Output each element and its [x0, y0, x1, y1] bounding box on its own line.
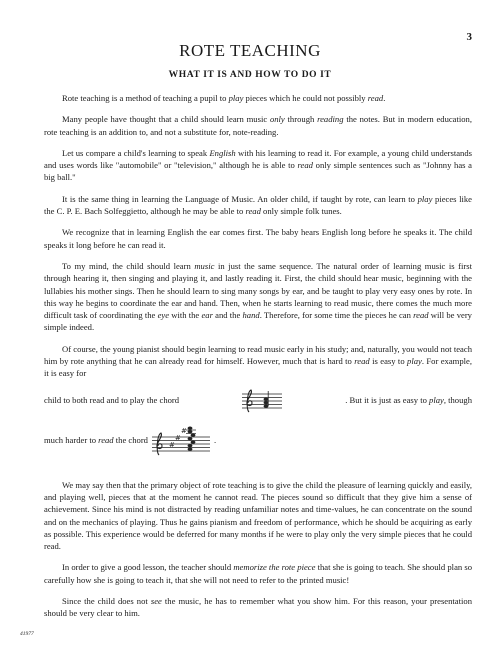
body-text [44, 92, 472, 629]
svg-text:#: # [174, 433, 181, 442]
paragraph-2: Many people have thought that a child should learn music only through reading the notes. But in modern education, rote teaching is an addition to, and not a substitute for, note-reading. [44, 114, 473, 137]
chord-2-text: much harder to read the chord [44, 435, 148, 446]
chord-1-continuation: . But it is just as easy to play, though [345, 395, 472, 406]
paragraph-5: We recognize that in learning English the ear comes first. The baby hears English long before he speaks it. The child speaks it long before he can read it. [44, 227, 472, 250]
paragraph-1: Rote teaching is a method of teaching a pupil to play pieces which he could not possibly read. [62, 93, 386, 103]
chord-1-text: child to both read and to play the chord [44, 395, 180, 406]
complex-chord-notation-icon [152, 425, 210, 457]
page-number: 3 [466, 31, 472, 43]
svg-text:#: # [180, 426, 187, 435]
paragraph-6: To my mind, the child should learn music in just the same sequence. The natural order of learning music is first through hearing it, then singing and playing it, and lastly reading it. First, the child should hear music, beginning with the lullabies his mother sings. Then he should learn to sing many songs by ear, and be taught to play very easy ones by rote. In this way he begins to coordinate the ear and hand. Then, when he starts learning to read music, there comes the much more difficult task of coordinating the eye with the ear and the hand. Therefore, for some time the pieces he can read will be very simple indeed. [44, 260, 472, 333]
footer-catalog-code: 41977 [20, 631, 34, 637]
chord-example-1 [44, 387, 472, 415]
paragraph-3: Let us compare a child's learning to speak English with his learning to read it. For example, a young child understands and uses words like "automobile" or "television," although he is able to read only simple sentences such as "Johnny has a big ball." [44, 147, 473, 183]
paragraph-4: It is the same thing in learning the Language of Music. An older child, if taught by rote, can learn to play pieces like the C. P. E. Bach Solfeggietto, although he may be able to read only simple folk tunes. [44, 193, 472, 217]
paragraph-8: We may say then that the primary object of rote teaching is to give the child the pleasure of learning quickly and easily, and playing well, pieces that at the moment he cannot read. The pieces sound so difficult that they give him a sense of achievement. Since his mind is not distracted by reading unfamiliar notes and time-values, he can concentrate on the sound and on the mechanics of playing. Thus he gains pianism and freedom of performance, which he should be acquiring as early as possible. This experience would be deferred for many months if he were to play only the very simple pieces that he could read. [44, 479, 472, 552]
chord-2-period: . [213, 435, 217, 446]
paragraph-9: In order to give a good lesson, the teacher should memorize the rote piece that she is going to teach. She should plan so carefully how she is going to teach it, that she will not need to refer to the printed music! [44, 562, 472, 585]
paragraph-10: Since the child does not see the music, he has to remember what you show him. For this reason, your presentation should be very clear to him. [44, 596, 472, 619]
page-title: ROTE TEACHING [179, 41, 321, 60]
page-subtitle: WHAT IT IS AND HOW TO DO IT [168, 70, 332, 80]
chord-example-2 [44, 425, 472, 457]
simple-chord-notation-icon [242, 387, 282, 415]
paragraph-7: Of course, the young pianist should begin learning to read music early in his study; and, naturally, you would not teach him by rote anything that he can already read for himself. However, much that is hard to read is easy to play. For example, it is easy for [44, 343, 472, 379]
svg-text:#: # [168, 440, 175, 449]
